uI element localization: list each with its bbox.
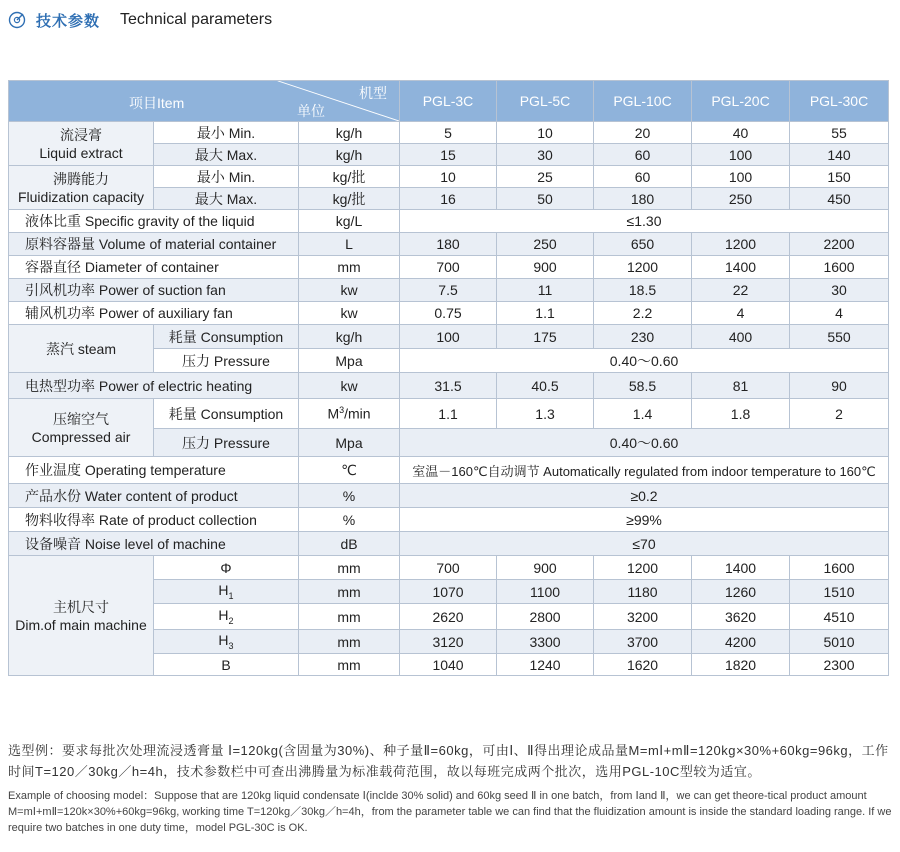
value-cell: 100 (692, 144, 790, 166)
unit-cell: kw (299, 302, 400, 325)
group-cell-dimensions (9, 556, 154, 676)
label-sub: 1 (228, 590, 234, 601)
value-cell: 1.8 (692, 399, 790, 429)
value-cell: 40.5 (497, 373, 594, 399)
unit-cell: Mpa (299, 429, 400, 457)
value-cell: 4 (692, 302, 790, 325)
value-cell: 60 (594, 166, 692, 188)
value-cell: 2200 (790, 233, 889, 256)
value-cell: 900 (497, 556, 594, 580)
row-label: 引风机功率 Power of suction fan (9, 279, 299, 302)
value-cell: 25 (497, 166, 594, 188)
unit-cell: % (299, 508, 400, 532)
value-cell: 2300 (790, 654, 889, 676)
unit-cell: kg/批 (299, 188, 400, 210)
table-row (9, 508, 889, 532)
value-cell-merged: ≥99% (400, 508, 889, 532)
row-label: 原料容器量 Volume of material container (9, 233, 299, 256)
value-cell: 3700 (594, 630, 692, 654)
value-cell: 1070 (400, 580, 497, 604)
value-cell: 250 (692, 188, 790, 210)
selection-example-cn: 选型例：要求每批次处理流浸透膏量 Ⅰ=120kg(含固量为30%)、种子量Ⅱ=60kg，可由Ⅰ、Ⅱ得出理论成品量M=mⅠ+mⅡ=120kg×30%+60kg=96kg，工作时间T=120／30kg／h=4h，技术参数栏中可查出沸腾量为标准载荷范围，故以每班完成两个批次，选用PGL-10C型较为适宜。 (8, 743, 889, 779)
model-header: PGL-5C (497, 81, 594, 122)
value-cell: 175 (497, 325, 594, 349)
row-label: 物料收得率 Rate of product collection (9, 508, 299, 532)
row-label: 电热型功率 Power of electric heating (9, 373, 299, 399)
row-label: 作业温度 Operating temperature (9, 457, 299, 484)
label-base: H (218, 607, 229, 624)
value-cell: 30 (497, 144, 594, 166)
label-base: H (218, 632, 229, 649)
table-row (9, 279, 889, 302)
model-header: PGL-10C (594, 81, 692, 122)
unit-cell (299, 399, 400, 429)
value-cell: 30 (790, 279, 889, 302)
value-cell-merged: ≥0.2 (400, 484, 889, 508)
value-cell: 700 (400, 556, 497, 580)
value-cell: 550 (790, 325, 889, 349)
table-row (9, 302, 889, 325)
value-cell: 0.75 (400, 302, 497, 325)
value-cell: 1.4 (594, 399, 692, 429)
value-cell: 100 (692, 166, 790, 188)
value-cell: 2 (790, 399, 889, 429)
value-cell: 1600 (790, 256, 889, 279)
unit-cell: mm (299, 630, 400, 654)
diagonal-line (9, 81, 399, 121)
value-cell: 1180 (594, 580, 692, 604)
header-diagonal-cell (9, 81, 400, 122)
value-cell: 31.5 (400, 373, 497, 399)
row-label: 最大 Max. (154, 144, 299, 166)
value-cell: 2.2 (594, 302, 692, 325)
row-label: 压力 Pressure (154, 429, 299, 457)
group-label-en: Dim.of main machine (15, 616, 147, 633)
row-label (154, 604, 299, 630)
item-label: 项目Item (129, 95, 185, 111)
row-label (154, 630, 299, 654)
value-cell: 60 (594, 144, 692, 166)
value-cell: 230 (594, 325, 692, 349)
table-row (9, 484, 889, 508)
group-label-cn: 沸腾能力 (53, 170, 109, 187)
row-label: 设备噪音 Noise level of machine (9, 532, 299, 556)
selection-example-en: Example of choosing model：Suppose that are 120kg liquid condensate Ⅰ(inclde 30% solid) and 60kg seed Ⅱ in one batch，from Ⅰand Ⅱ，we can get theore-tical product amount M=mⅠ+mⅡ=120k×30%+60kg=96kg, working time T=120kg／30kg／h=4h，from the parameter table we can find that the fluidization amount is inside the standard loading range. If we require two batches in one duty time，model PGL-30C is OK. (8, 790, 892, 834)
value-cell: 250 (497, 233, 594, 256)
unit-cell: kg/批 (299, 166, 400, 188)
row-label: Φ (154, 556, 299, 580)
row-label: 容器直径 Diameter of container (9, 256, 299, 279)
technical-parameters-table (8, 80, 889, 676)
value-cell: 2800 (497, 604, 594, 630)
value-cell: 50 (497, 188, 594, 210)
value-cell-merged: 室温－160℃自动调节 Automatically regulated from indoor temperature to 160℃ (400, 457, 889, 484)
unit-cell: dB (299, 532, 400, 556)
value-cell: 1600 (790, 556, 889, 580)
value-cell-merged: ≤70 (400, 532, 889, 556)
value-cell: 1040 (400, 654, 497, 676)
table-row (9, 166, 889, 188)
value-cell: 90 (790, 373, 889, 399)
unit-cell: kg/h (299, 122, 400, 144)
label-sub: 3 (228, 640, 234, 651)
value-cell: 650 (594, 233, 692, 256)
value-cell: 7.5 (400, 279, 497, 302)
row-label: 最大 Max. (154, 188, 299, 210)
unit-cell: mm (299, 580, 400, 604)
group-label-en: Compressed air (31, 428, 131, 445)
table-row (9, 210, 889, 233)
unit-cell: mm (299, 256, 400, 279)
unit-cell: kg/h (299, 144, 400, 166)
selection-example (8, 740, 892, 836)
value-cell: 15 (400, 144, 497, 166)
table-row (9, 233, 889, 256)
value-cell: 4200 (692, 630, 790, 654)
value-cell: 450 (790, 188, 889, 210)
value-cell: 1240 (497, 654, 594, 676)
table-row (9, 325, 889, 349)
value-cell: 1200 (692, 233, 790, 256)
row-label: 最小 Min. (154, 122, 299, 144)
unit-cell: L (299, 233, 400, 256)
value-cell: 22 (692, 279, 790, 302)
unit-cell: mm (299, 654, 400, 676)
value-cell: 1820 (692, 654, 790, 676)
group-label-cn: 压缩空气 (53, 410, 109, 427)
value-cell: 1200 (594, 256, 692, 279)
header-title-cn: 技术参数 (36, 12, 101, 30)
model-header: PGL-20C (692, 81, 790, 122)
model-header: PGL-3C (400, 81, 497, 122)
row-label (154, 580, 299, 604)
value-cell: 3620 (692, 604, 790, 630)
value-cell: 1510 (790, 580, 889, 604)
value-cell: 10 (400, 166, 497, 188)
value-cell: 400 (692, 325, 790, 349)
row-label: 压力 Pressure (154, 349, 299, 373)
value-cell: 58.5 (594, 373, 692, 399)
unit-cell: mm (299, 604, 400, 630)
label-base: H (218, 582, 229, 599)
table-row (9, 399, 889, 429)
value-cell: 10 (497, 122, 594, 144)
table-row (9, 457, 889, 484)
header-title-en: Technical parameters (120, 11, 273, 28)
value-cell: 16 (400, 188, 497, 210)
value-cell: 18.5 (594, 279, 692, 302)
row-label: 产品水份 Water content of product (9, 484, 299, 508)
value-cell: 180 (594, 188, 692, 210)
value-cell: 140 (790, 144, 889, 166)
value-cell: 900 (497, 256, 594, 279)
value-cell: 20 (594, 122, 692, 144)
unit-cell: ℃ (299, 457, 400, 484)
unit-cell: kg/L (299, 210, 400, 233)
model-header: PGL-30C (790, 81, 889, 122)
value-cell: 81 (692, 373, 790, 399)
value-cell: 3120 (400, 630, 497, 654)
value-cell: 5 (400, 122, 497, 144)
row-label: 液体比重 Specific gravity of the liquid (9, 210, 299, 233)
value-cell: 1620 (594, 654, 692, 676)
value-cell: 2620 (400, 604, 497, 630)
table-row (9, 256, 889, 279)
row-label: 耗量 Consumption (154, 325, 299, 349)
value-cell: 1400 (692, 556, 790, 580)
value-cell: 150 (790, 166, 889, 188)
model-label: 机型 (359, 85, 388, 101)
unit-cell: mm (299, 556, 400, 580)
value-cell: 1.3 (497, 399, 594, 429)
value-cell: 3200 (594, 604, 692, 630)
group-label-en: Liquid extract (39, 144, 123, 161)
value-cell: 1100 (497, 580, 594, 604)
label-sub: 2 (228, 615, 234, 626)
row-label: B (154, 654, 299, 676)
value-cell: 1400 (692, 256, 790, 279)
value-cell-merged: ≤1.30 (400, 210, 889, 233)
section-header (8, 8, 272, 32)
row-label: 耗量 Consumption (154, 399, 299, 429)
group-label-cn: 主机尺寸 (53, 598, 109, 615)
value-cell: 1260 (692, 580, 790, 604)
unit-cell: Mpa (299, 349, 400, 373)
table-row (9, 122, 889, 144)
group-label-en: Fluidization capacity (17, 188, 145, 205)
value-cell: 1200 (594, 556, 692, 580)
unit-rest: /min (344, 405, 371, 422)
group-cell-compressed-air (9, 399, 154, 457)
value-cell-merged: 0.40～0.60 (400, 349, 889, 373)
row-label: 最小 Min. (154, 166, 299, 188)
value-cell: 11 (497, 279, 594, 302)
value-cell: 1.1 (400, 399, 497, 429)
row-label: 辅风机功率 Power of auxiliary fan (9, 302, 299, 325)
table-row (9, 556, 889, 580)
group-cell-fluidization (9, 166, 154, 210)
value-cell-merged: 0.40～0.60 (400, 429, 889, 457)
value-cell: 4510 (790, 604, 889, 630)
group-label-cn: 流浸膏 (60, 126, 102, 143)
table-row (9, 373, 889, 399)
target-icon (8, 11, 26, 29)
unit-sup: 3 (339, 405, 345, 416)
unit-base: M (327, 405, 340, 422)
table-row (9, 532, 889, 556)
value-cell: 100 (400, 325, 497, 349)
unit-cell: kw (299, 279, 400, 302)
unit-cell: kg/h (299, 325, 400, 349)
value-cell: 40 (692, 122, 790, 144)
group-cell-liquid-extract (9, 122, 154, 166)
value-cell: 3300 (497, 630, 594, 654)
value-cell: 180 (400, 233, 497, 256)
unit-cell: % (299, 484, 400, 508)
value-cell: 1.1 (497, 302, 594, 325)
value-cell: 4 (790, 302, 889, 325)
table-header-row (9, 81, 889, 122)
group-cell-steam: 蒸汽 steam (9, 325, 154, 373)
value-cell: 55 (790, 122, 889, 144)
value-cell: 700 (400, 256, 497, 279)
value-cell: 5010 (790, 630, 889, 654)
unit-label: 单位 (297, 103, 326, 119)
unit-cell: kw (299, 373, 400, 399)
